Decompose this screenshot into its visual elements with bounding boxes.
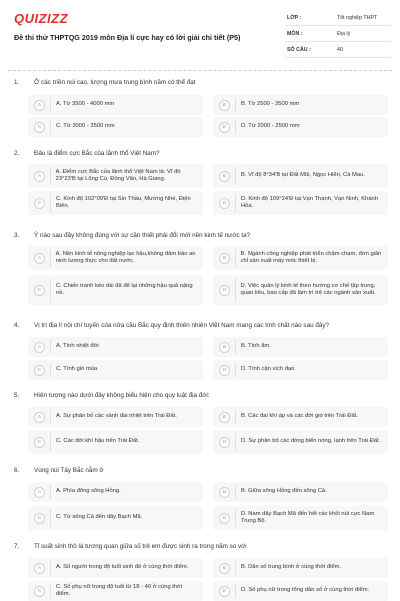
question-number: 1. bbox=[14, 79, 20, 86]
option-text: C. Từ sông Cả đến dãy Bạch Mã. bbox=[56, 514, 143, 521]
option-divider bbox=[50, 340, 51, 354]
option-d[interactable] bbox=[213, 506, 388, 530]
meta-row-subject bbox=[285, 26, 391, 42]
option-badge: D bbox=[219, 365, 230, 376]
option-text: D. Kinh độ 109°24'Đ tại Vạn Thạnh, Vạn Ninh, Khánh Hòa. bbox=[240, 195, 378, 209]
option-text: B. Giữa sông Hồng đến sông Cả. bbox=[241, 488, 327, 495]
option-text: A. Số người trong độ tuổi sinh đẻ ở cùng thời điểm. bbox=[56, 564, 189, 571]
option-text: D. Sự phân bố các dòng biển nóng, lạnh trên Trái Đất. bbox=[241, 438, 381, 445]
option-text: D. Nam dãy Bạch Mã đến hết các khối núi cực Nam Trung Bộ. bbox=[240, 510, 375, 524]
option-a[interactable] bbox=[28, 337, 203, 357]
option-badge: B bbox=[219, 412, 230, 423]
option-badge: B bbox=[219, 342, 230, 353]
option-divider bbox=[50, 278, 51, 302]
meta-row-question-count bbox=[285, 42, 391, 58]
option-divider bbox=[235, 98, 236, 112]
option-badge: C bbox=[34, 437, 45, 448]
question-number: 3. bbox=[14, 232, 20, 239]
question-text: Ở các triền núi cao, lượng mưa trung bình năm có thể đạt bbox=[34, 79, 196, 86]
option-c[interactable] bbox=[28, 430, 203, 454]
option-divider bbox=[235, 167, 236, 185]
option-divider bbox=[50, 167, 51, 185]
option-badge: B bbox=[219, 253, 230, 264]
option-c[interactable] bbox=[28, 275, 203, 305]
option-a[interactable] bbox=[28, 558, 203, 578]
option-text: D. Tính cận xích đạo bbox=[241, 366, 295, 373]
option-badge: C bbox=[34, 586, 45, 597]
option-badge: B bbox=[219, 100, 230, 111]
meta-label: SỐ CÂU : bbox=[287, 46, 311, 53]
option-badge: B bbox=[219, 487, 230, 498]
option-a[interactable] bbox=[28, 246, 203, 270]
option-divider bbox=[50, 363, 51, 377]
option-c[interactable] bbox=[28, 506, 203, 530]
question-text: Vùng núi Tây Bắc nằm ở bbox=[34, 467, 104, 474]
option-c[interactable] bbox=[28, 581, 203, 601]
option-divider bbox=[235, 340, 236, 354]
option-badge: C bbox=[34, 285, 45, 296]
option-text: B. Dân số trung bình ở cùng thời điểm. bbox=[241, 564, 342, 571]
option-text: B. Ngành công nghiệp phát triển chậm chạm, đơn giản chỉ sản xuất máy móc thiết bị. bbox=[240, 250, 382, 264]
option-badge: D bbox=[219, 437, 230, 448]
meta-value: 40 bbox=[337, 46, 343, 53]
option-b[interactable] bbox=[213, 558, 388, 578]
option-b[interactable] bbox=[213, 164, 388, 188]
question-number: 6. bbox=[14, 467, 20, 474]
option-text: C. Kinh độ 102°09'Đ tại Sín Thầu, Mường Nhé, Điện Biên. bbox=[55, 195, 191, 209]
meta-row-class bbox=[285, 10, 391, 26]
option-d[interactable] bbox=[213, 191, 388, 215]
option-d[interactable] bbox=[213, 275, 388, 305]
option-divider bbox=[235, 485, 236, 499]
page-header bbox=[0, 0, 400, 62]
quizizz-logo: QUIZIZZ bbox=[14, 11, 69, 26]
option-divider bbox=[235, 561, 236, 575]
option-a[interactable] bbox=[28, 482, 203, 502]
option-badge: A bbox=[34, 342, 45, 353]
option-divider bbox=[235, 194, 236, 212]
option-badge: A bbox=[34, 412, 45, 423]
option-text: B. Vĩ độ 8°34'B tại Đất Mũi, Ngọc Hiển, Cà Mau. bbox=[241, 172, 365, 179]
question-number: 5. bbox=[14, 392, 20, 399]
option-text: A. Nền kinh tế nông nghiệp lạc hậu,không đảm bảo an ninh lương thực cho đất nước. bbox=[55, 250, 196, 264]
option-badge: D bbox=[219, 513, 230, 524]
option-divider bbox=[235, 433, 236, 451]
option-text: C. Chiến tranh kéo dài đã để lại những hậu quả nặng nề. bbox=[55, 282, 193, 296]
option-a[interactable] bbox=[28, 95, 203, 115]
option-badge: A bbox=[34, 171, 45, 182]
option-d[interactable] bbox=[213, 581, 388, 601]
option-badge: B bbox=[219, 563, 230, 574]
option-a[interactable] bbox=[28, 164, 203, 188]
option-badge: C bbox=[34, 122, 45, 133]
option-text: B. Các đai khí áp và các đới gió trên Trái Đất. bbox=[241, 413, 358, 420]
option-text: D. Việc quản lý kinh tế theo hướng cơ chế tập trung, quan liêu, bao cấp đã làm trì trệ các ngành sản xuất. bbox=[240, 282, 376, 296]
meta-label: LỚP : bbox=[287, 14, 302, 21]
option-badge: B bbox=[219, 171, 230, 182]
option-divider bbox=[235, 249, 236, 267]
option-text: B. Tính ẩm. bbox=[241, 343, 271, 350]
question-text: Hiện tượng nào dưới đây không biểu hiện cho quy luật địa đới: bbox=[34, 392, 210, 399]
question-text: Ý nào sau đây không đúng với sự cần thiết phải đổi mới nền kinh tế nước ta? bbox=[34, 232, 251, 239]
option-divider bbox=[235, 584, 236, 598]
option-text: A. Sự phân bố các vành đai nhiệt trên Trái Đất. bbox=[56, 413, 177, 420]
option-text: D. Số phụ nữ trong tổng dân số ở cùng thời điểm. bbox=[241, 587, 370, 594]
option-text: B. Từ 2500 - 3500 mm bbox=[241, 101, 300, 108]
option-b[interactable] bbox=[213, 95, 388, 115]
option-divider bbox=[50, 410, 51, 424]
option-text: C. Tính gió mùa bbox=[56, 366, 98, 373]
question-text: Tỉ suất sinh thô là tương quan giữa số trẻ em được sinh ra trong năm so với bbox=[34, 543, 247, 550]
option-badge: A bbox=[34, 563, 45, 574]
option-a[interactable] bbox=[28, 407, 203, 427]
option-text: C. Các đới khí hậu trên Trái Đất. bbox=[56, 438, 140, 445]
meta-value: Tốt nghiệp THPT bbox=[337, 14, 378, 21]
option-d[interactable] bbox=[213, 360, 388, 380]
option-divider bbox=[50, 561, 51, 575]
option-c[interactable] bbox=[28, 191, 203, 215]
option-text: A. Tính nhiệt đới bbox=[56, 343, 99, 350]
option-badge: D bbox=[219, 198, 230, 209]
option-badge: D bbox=[219, 586, 230, 597]
option-divider bbox=[50, 98, 51, 112]
option-b[interactable] bbox=[213, 482, 388, 502]
option-divider bbox=[235, 509, 236, 527]
option-divider bbox=[50, 249, 51, 267]
option-badge: D bbox=[219, 122, 230, 133]
option-divider bbox=[235, 410, 236, 424]
option-c[interactable] bbox=[28, 117, 203, 137]
question-number: 7. bbox=[14, 543, 20, 550]
question-text: Vị trí địa lí nội chí tuyến của nửa cầu Bắc quy định thiên nhiên Việt Nam mang các tính chất nào sau đây? bbox=[34, 322, 329, 329]
option-text: A. Phía đông sông Hồng. bbox=[56, 488, 121, 495]
option-divider bbox=[50, 433, 51, 451]
option-divider bbox=[50, 509, 51, 527]
option-text: C. Số phụ nữ trong độ tuổi từ 18 - 40 ở cùng thời điểm. bbox=[56, 583, 183, 597]
option-badge: A bbox=[34, 253, 45, 264]
option-b[interactable] bbox=[213, 407, 388, 427]
option-divider bbox=[235, 278, 236, 302]
question-text: Đâu là điểm cực Bắc của lãnh thổ Việt Nam? bbox=[34, 150, 160, 157]
option-divider bbox=[50, 584, 51, 598]
option-divider bbox=[235, 120, 236, 134]
option-badge: A bbox=[34, 487, 45, 498]
meta-label: MÔN : bbox=[287, 30, 303, 37]
option-b[interactable] bbox=[213, 337, 388, 357]
option-badge: C bbox=[34, 198, 45, 209]
option-divider bbox=[50, 120, 51, 134]
option-badge: C bbox=[34, 513, 45, 524]
option-divider bbox=[235, 363, 236, 377]
exam-meta-table bbox=[285, 10, 391, 58]
header-divider bbox=[8, 70, 392, 71]
meta-value: Địa lý bbox=[337, 30, 351, 37]
option-d[interactable] bbox=[213, 430, 388, 454]
option-text: D. Từ 2000 - 2500 mm bbox=[241, 123, 300, 130]
option-text: C. Từ 3000 - 3500 mm bbox=[56, 123, 115, 130]
option-text: A. Từ 3500 - 4000 mm bbox=[56, 101, 115, 108]
option-b[interactable] bbox=[213, 246, 388, 270]
option-divider bbox=[50, 194, 51, 212]
question-number: 2. bbox=[14, 150, 20, 157]
option-c[interactable] bbox=[28, 360, 203, 380]
option-text: A. Điểm cực Bắc của lãnh thổ Việt Nam là: Vĩ độ 23°23'B tại Lũng Cú, Đồng Văn, Hà Giang. bbox=[55, 168, 181, 182]
question-number: 4. bbox=[14, 322, 20, 329]
option-badge: D bbox=[219, 285, 230, 296]
option-d[interactable] bbox=[213, 117, 388, 137]
option-badge: C bbox=[34, 365, 45, 376]
exam-title: Đề thi thử THPTQG 2019 môn Địa lí cực hay có lời giải chi tiết (P5) bbox=[14, 33, 241, 42]
option-divider bbox=[50, 485, 51, 499]
option-badge: A bbox=[34, 100, 45, 111]
